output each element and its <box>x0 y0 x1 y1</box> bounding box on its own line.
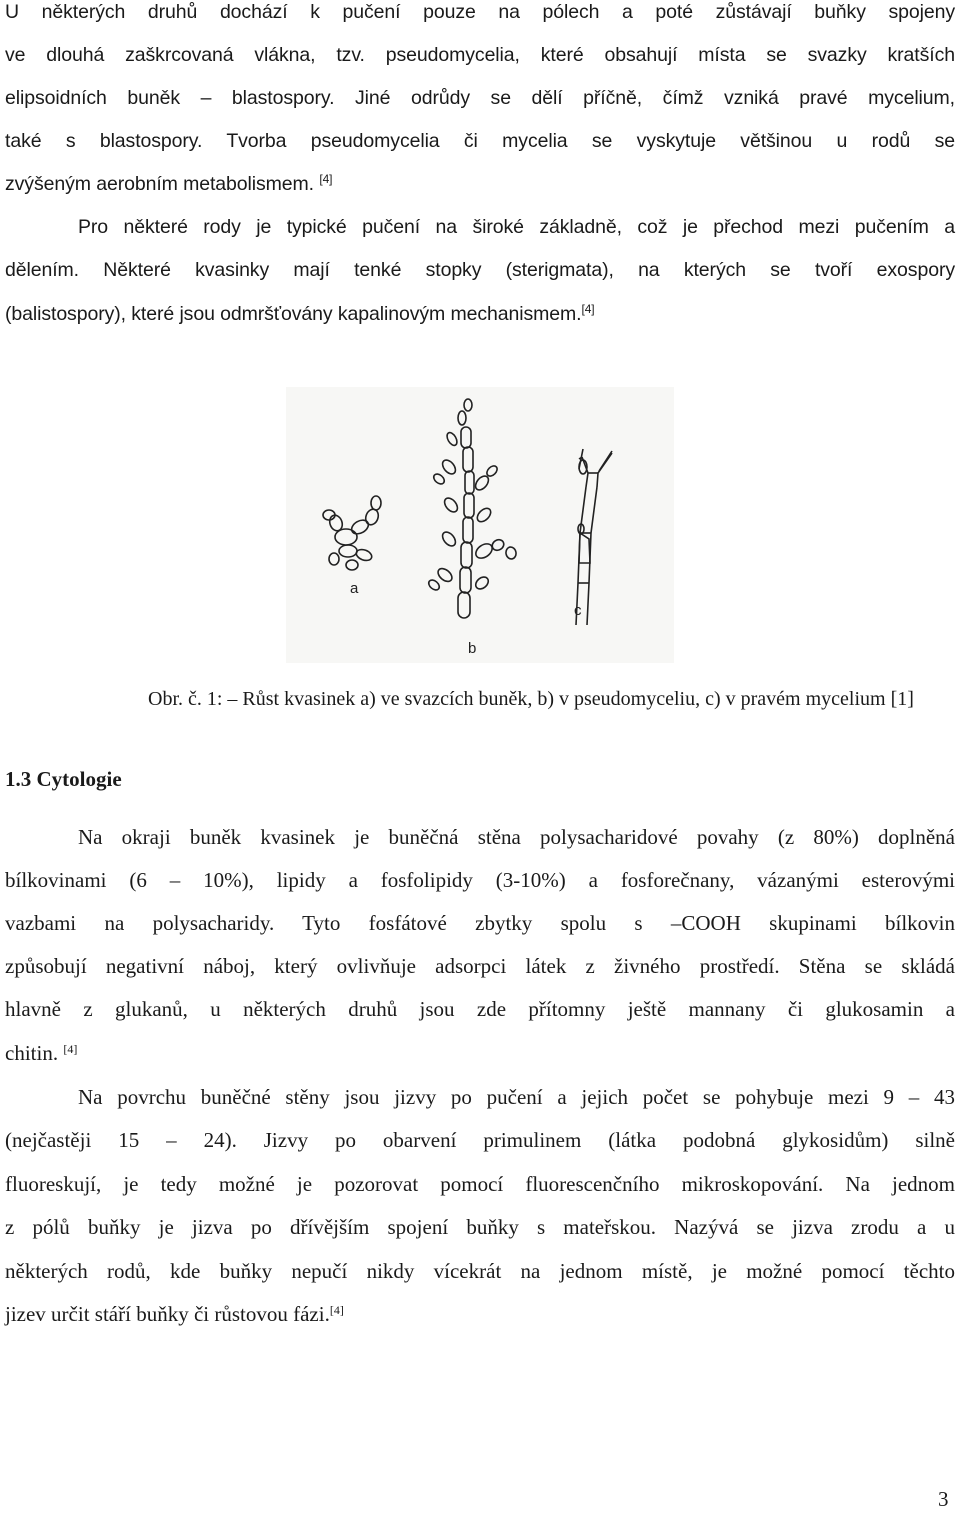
para4-line-5: některých rodů, kde buňky nepučí nikdy vícekrát na jednom místě, je možné pomocí těchto <box>5 1259 955 1283</box>
para1-line-2: ve dlouhá zaškrcovaná vlákna, tzv. pseudomycelia, které obsahují místa se svazky kratších <box>5 44 955 66</box>
pseudomycelium-b <box>427 399 517 618</box>
citation-ref: [4] <box>319 172 333 186</box>
yeast-growth-figure <box>286 387 674 663</box>
para3-line-6-text: chitin. <box>5 1041 59 1065</box>
para1-line-5-text: zvýšeným aerobním metabolismem. <box>5 173 315 195</box>
para3-line-1: Na okraji buněk kvasinek je buněčná stěna polysacharidové povahy (z 80%) doplněná <box>78 825 955 849</box>
para4-line-6 <box>5 1293 955 1336</box>
para3-line-5: hlavně z glukanů, u některých druhů jsou zde přítomny ještě mannany či glukosamin a <box>5 997 955 1021</box>
para4-line-6-text: jizev určit stáří buňky či růstovou fázi. <box>5 1302 330 1326</box>
para2-line-3 <box>5 293 955 336</box>
para4-line-2: (nejčastěji 15 – 24). Jizvy po obarvení primulinem (látka podobná glykosidům) silně <box>5 1128 955 1152</box>
true-mycelium-c <box>576 449 612 625</box>
para4-line-1: Na povrchu buněčné stěny jsou jizvy po pučení a jejich počet se pohybuje mezi 9 – 43 <box>78 1085 955 1109</box>
para2-line-3-text: (balistospory), které jsou odmršťovány kapalinovým mechanismem. <box>5 303 582 325</box>
citation-ref: [4] <box>329 1303 344 1317</box>
section-heading: 1.3 Cytologie <box>5 767 122 791</box>
para3-line-2: bílkovinami (6 – 10%), lipidy a fosfolipidy (3-10%) a fosforečnany, vázanými esterovými <box>5 868 955 892</box>
para1-line-5 <box>5 163 955 206</box>
para4-line-3: fluoreskují, je tedy možné je pozorovat pomocí fluorescenčního mikroskopování. Na jednom <box>5 1172 955 1196</box>
figure-label-a: a <box>350 580 359 597</box>
citation-ref: [4] <box>581 302 595 316</box>
para3-line-6 <box>5 1032 955 1075</box>
yeast-growth-drawing <box>286 387 674 663</box>
figure-label-b: b <box>468 640 477 657</box>
figure-label-c: c <box>574 602 582 619</box>
para2-line-1: Pro některé rody je typické pučení na široké základně, což je přechod mezi pučením a <box>78 216 955 238</box>
para3-line-3: vazbami na polysacharidy. Tyto fosfátové zbytky spolu s –COOH skupinami bílkovin <box>5 911 955 935</box>
page-number: 3 <box>938 1487 949 1511</box>
para4-line-4: z pólů buňky je jizva po dřívějším spojení buňky s mateřskou. Nazývá se jizva zrodu a u <box>5 1215 955 1239</box>
para3-line-4: způsobují negativní náboj, který ovlivňuje adsorpci látek z živného prostředí. Stěna se skládá <box>5 954 955 978</box>
para1-line-1: U některých druhů dochází k pučení pouze na pólech a poté zůstávají buňky spojeny <box>5 1 955 23</box>
figure-caption: Obr. č. 1: – Růst kvasinek a) ve svazcích buněk, b) v pseudomyceliu, c) v pravém mycelium [1] <box>148 688 914 710</box>
para1-line-4: také s blastospory. Tvorba pseudomycelia či mycelia se vyskytuje většinou u rodů se <box>5 130 955 152</box>
para1-line-3: elipsoidních buněk – blastospory. Jiné odrůdy se dělí příčně, čímž vzniká pravé mycelium, <box>5 87 955 109</box>
cell-cluster-a <box>323 496 381 570</box>
citation-ref: [4] <box>63 1042 78 1056</box>
para2-line-2: dělením. Některé kvasinky mají tenké stopky (sterigmata), na kterých se tvoří exospory <box>5 259 955 281</box>
